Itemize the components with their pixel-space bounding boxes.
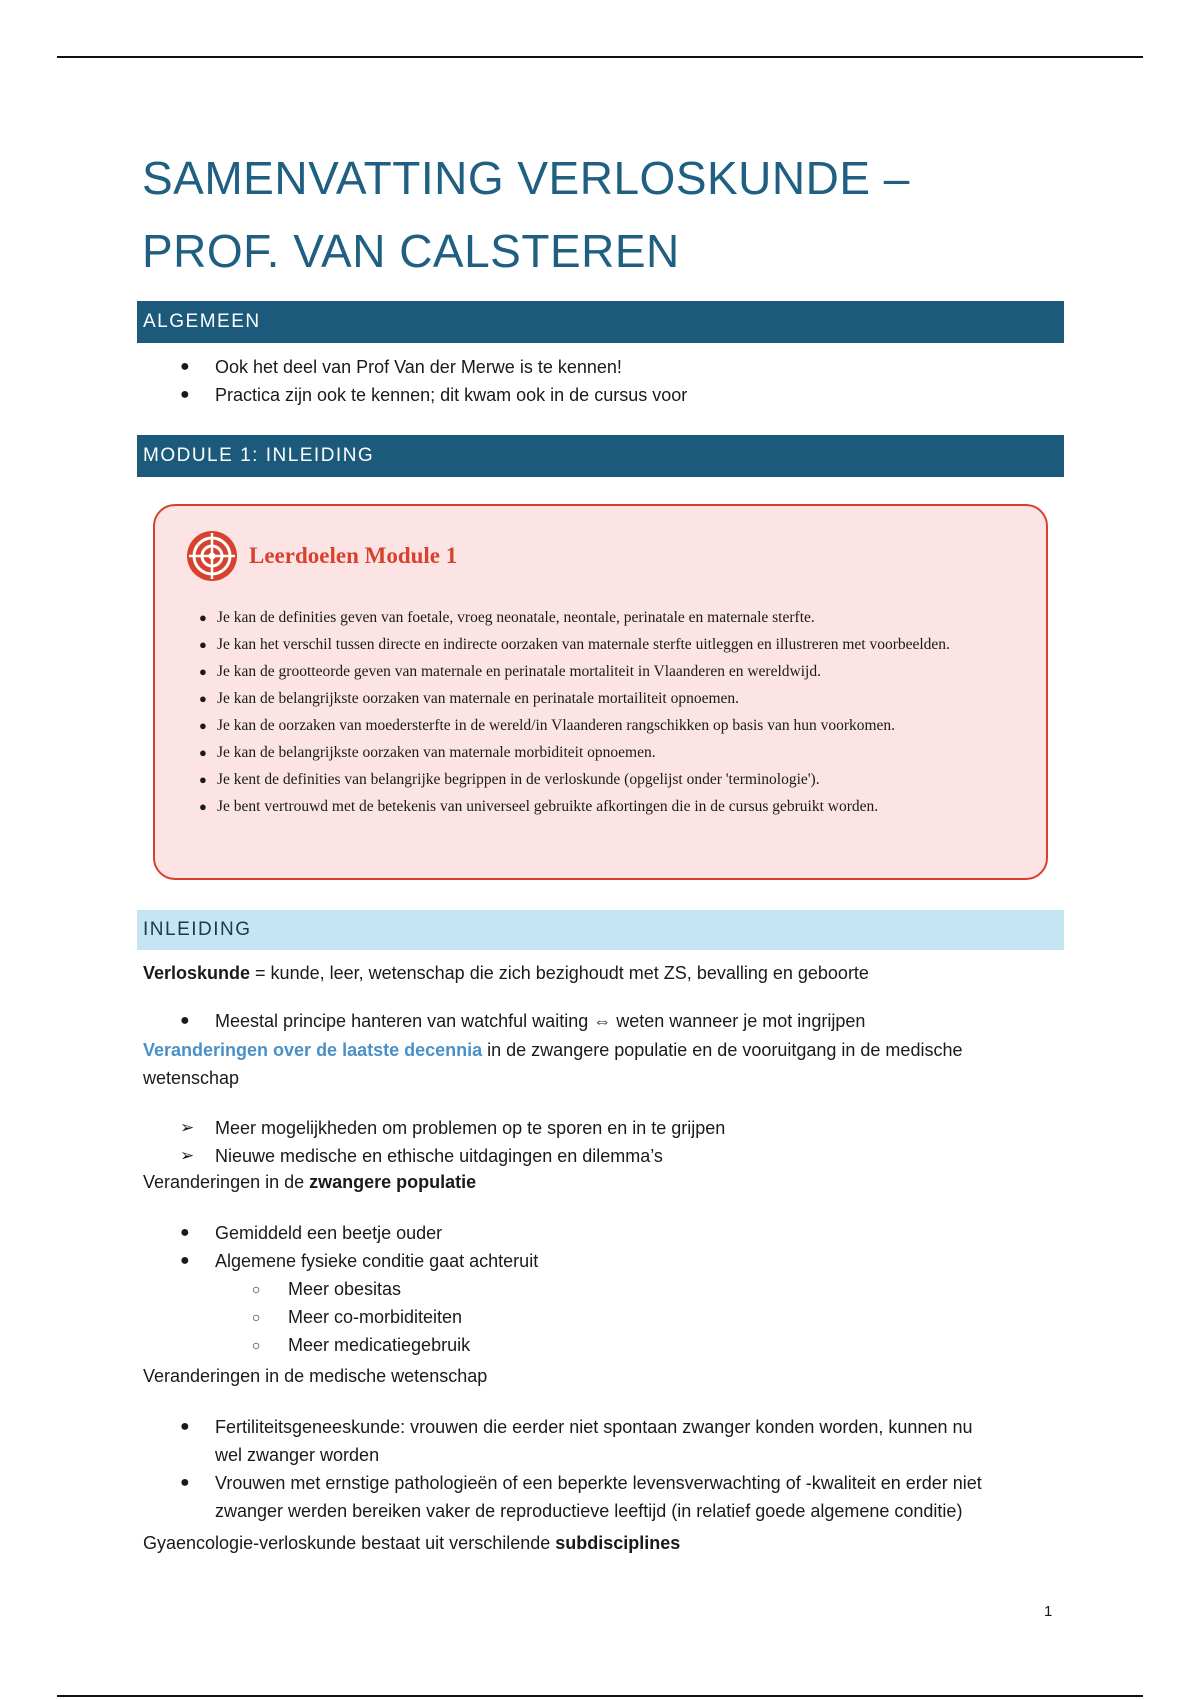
list-item: ● Je kent de definities van belangrijke begrippen in de verloskunde (opgelijst onder 'terminologie').	[155, 766, 1025, 793]
bullet-icon: ●	[180, 386, 190, 403]
changes-highlight: Veranderingen over de laatste decennia	[143, 1040, 483, 1060]
section-heading-algemeen: ALGEMEEN	[137, 301, 1064, 343]
watchful-list	[0, 1007, 865, 1035]
list-item: ● Gemiddeld een beetje ouder	[0, 1219, 538, 1247]
sub-list-item: ○ Meer co-morbiditeiten	[0, 1303, 538, 1331]
bullet-icon: ●	[199, 610, 207, 625]
list-item: ➢ Meer mogelijkheden om problemen op te sporen en in te grijpen	[0, 1114, 725, 1142]
list-item: ● Je bent vertrouwd met de betekenis van universeel gebruikte afkortingen die in de cursus gebruikt worden.	[155, 793, 1025, 820]
list-item: ● Practica zijn ook te kennen; dit kwam ook in de cursus voor	[0, 381, 687, 409]
bullet-icon: ●	[199, 799, 207, 814]
bullet-icon: ●	[199, 718, 207, 733]
leerdoelen-header	[185, 528, 457, 584]
bullet-icon: ●	[180, 1474, 190, 1491]
arrow-bullet-icon: ➢	[180, 1146, 195, 1165]
definition-term: Verloskunde	[143, 963, 251, 983]
list-item: ● Je kan de belangrijkste oorzaken van maternale morbiditeit opnoemen.	[155, 739, 1025, 766]
bullet-icon: ●	[180, 1012, 190, 1029]
list-item: ➢ Nieuwe medische en ethische uitdagingen en dilemma’s	[0, 1142, 725, 1170]
list-item: ● Je kan de definities geven van foetale, vroeg neonatale, neontale, perinatale en maternale sterfte.	[155, 604, 1025, 631]
bullet-icon: ●	[180, 358, 190, 375]
list-item: ● Je kan het verschil tussen directe en indirecte oorzaken van maternale sterfte uitleggen en illustreren met voorbeelden.	[155, 631, 1025, 658]
leerdoelen-list	[155, 604, 1025, 820]
hollow-bullet-icon: ○	[252, 1337, 261, 1353]
target-icon	[185, 529, 239, 583]
section-heading-module-1: MODULE 1: INLEIDING	[137, 435, 1064, 477]
leerdoelen-title: Leerdoelen Module 1	[249, 543, 458, 568]
bullet-icon: ●	[180, 1418, 190, 1435]
section-heading-inleiding: INLEIDING	[137, 910, 1064, 950]
sub-list-item: ○ Meer medicatiegebruik	[0, 1331, 538, 1359]
list-item: ● Algemene fysieke conditie gaat achteruit	[0, 1247, 538, 1275]
bullet-icon: ●	[199, 772, 207, 787]
arrow-bullet-icon: ➢	[180, 1118, 195, 1137]
definition-text: = kunde, leer, wetenschap die zich bezighoudt met ZS, bevalling en geboorte	[250, 963, 869, 983]
hollow-bullet-icon: ○	[252, 1309, 261, 1325]
list-item: ● Je kan de oorzaken van moedersterfte in de wereld/in Vlaanderen rangschikken op basis van hun voorkomen.	[155, 712, 1025, 739]
leerdoelen-box	[153, 504, 1048, 880]
bottom-rule	[57, 1695, 1143, 1697]
bullet-icon: ●	[180, 1224, 190, 1241]
sub-list-item: ○ Meer obesitas	[0, 1275, 538, 1303]
bullet-icon: ●	[199, 691, 207, 706]
bullet-icon: ●	[180, 1252, 190, 1269]
page-title	[142, 142, 1102, 288]
top-rule	[57, 56, 1143, 58]
list-item: ● Ook het deel van Prof Van der Merwe is te kennen!	[0, 353, 687, 381]
population-heading: Veranderingen in de zwangere populatie	[143, 1172, 477, 1192]
definition-paragraph	[143, 959, 1063, 987]
list-item: ● Fertiliteitsgeneeskunde: vrouwen die eerder niet spontaan zwanger konden worden, kunnen nu wel zwanger worden	[0, 1413, 982, 1469]
changes-paragraph: Veranderingen over de laatste decennia in de zwangere populatie en de vooruitgang in de medische wetenschap	[143, 1040, 963, 1088]
title-line-2: PROF. VAN CALSTEREN	[142, 225, 680, 277]
title-line-1: SAMENVATTING VERLOSKUNDE –	[142, 152, 910, 204]
hollow-bullet-icon: ○	[252, 1281, 261, 1297]
arrow-list	[0, 1114, 725, 1170]
list-item: ● Je kan de grootteorde geven van maternale en perinatale mortaliteit in Vlaanderen en wereldwijd.	[155, 658, 1025, 685]
subdisciplines-paragraph: Gyaencologie-verloskunde bestaat uit verschilende subdisciplines	[143, 1533, 681, 1553]
bullet-icon: ●	[199, 637, 207, 652]
bullet-icon: ●	[199, 745, 207, 760]
list-item: ● Meestal principe hanteren van watchful waiting ⇔ weten wanneer je mot ingrijpen	[0, 1007, 865, 1035]
medical-heading: Veranderingen in de medische wetenschap	[143, 1366, 488, 1386]
bullet-icon: ●	[199, 664, 207, 679]
page-number: 1	[1044, 1603, 1053, 1620]
medical-list	[0, 1413, 982, 1525]
list-item: ● Vrouwen met ernstige pathologieën of een beperkte levensverwachting of -kwaliteit en erder niet zwanger werden bereiken vaker de reproductieve leeftijd (in relatief goede algemene conditie)	[0, 1469, 982, 1525]
list-item: ● Je kan de belangrijkste oorzaken van maternale en perinatale mortailiteit opnoemen.	[155, 685, 1025, 712]
population-list	[0, 1219, 538, 1359]
algemeen-list	[0, 353, 687, 409]
